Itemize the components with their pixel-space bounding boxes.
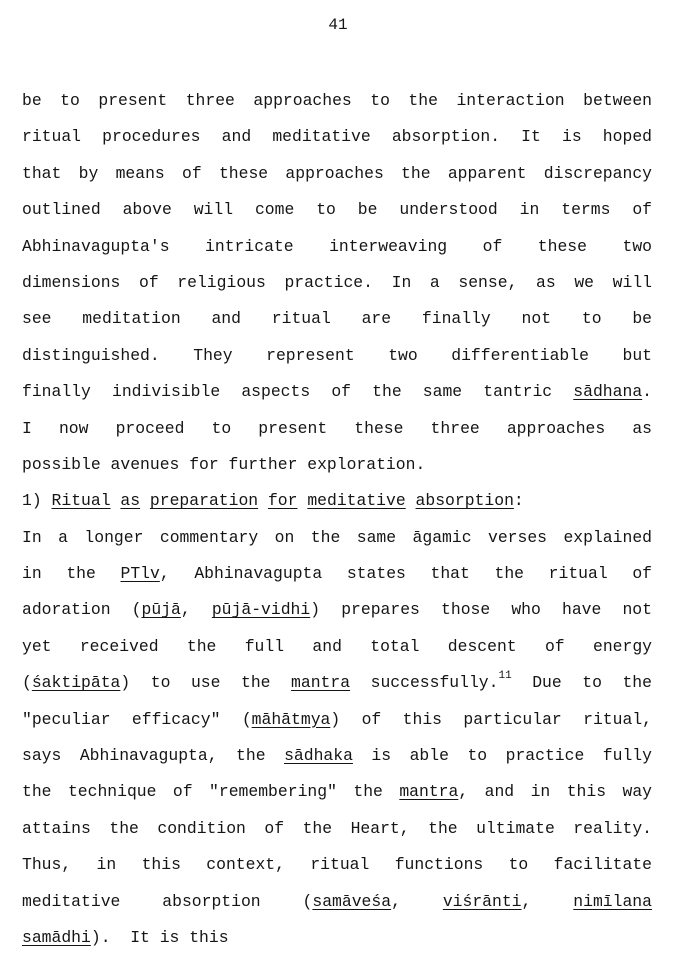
text-segment: ). It is this	[90, 927, 229, 947]
text-segment: , and in this way	[458, 782, 652, 802]
underlined-term: mantra	[399, 782, 459, 802]
text-segment	[140, 491, 150, 510]
text-segment: meditative absorption (	[22, 891, 313, 911]
text-segment: that by means of these approaches the apparent discrepancy	[22, 163, 652, 183]
underlined-term: sādhaka	[284, 746, 353, 766]
underlined-term: nimīlana	[573, 891, 652, 911]
underlined-term: mantra	[291, 673, 351, 693]
text-segment: ,	[391, 891, 443, 911]
text-line	[22, 161, 652, 197]
text-segment: ) to use the	[120, 673, 292, 693]
underlined-term: pūjā-vidhi	[211, 600, 311, 620]
text-line	[22, 779, 652, 815]
text-segment: ritual procedures and meditative absorption. It is hoped	[22, 127, 652, 147]
text-line	[22, 488, 652, 524]
text-line	[22, 852, 652, 888]
text-segment: "peculiar efficacy" (	[22, 709, 252, 729]
text-segment: 1)	[22, 491, 52, 511]
text-line	[22, 525, 652, 561]
text-segment: ) of this particular ritual,	[330, 709, 652, 729]
underlined-term: meditative	[307, 491, 406, 511]
text-segment: Abhinavagupta's intricate interweaving of these two	[22, 236, 652, 256]
text-line	[22, 597, 652, 633]
page-number: 41	[328, 16, 348, 34]
text-line	[22, 270, 652, 306]
text-line	[22, 306, 652, 342]
underlined-term: māhātmya	[251, 709, 331, 729]
text-line	[22, 670, 652, 706]
underlined-term: samāveśa	[312, 891, 392, 911]
text-segment: In a longer commentary on the same āgamic verses explained	[22, 527, 652, 547]
text-line	[22, 234, 652, 270]
text-line	[22, 416, 652, 452]
text-segment: ,	[180, 600, 212, 620]
text-segment: ) prepares those who have not	[310, 600, 652, 620]
text-segment: in the	[22, 564, 121, 584]
text-segment: ,	[521, 891, 574, 911]
text-line	[22, 379, 652, 415]
text-line	[22, 743, 652, 779]
text-line	[22, 925, 652, 961]
text-segment: see meditation and ritual are finally not to be	[22, 309, 652, 329]
text-segment: Thus, in this context, ritual functions to facilitate	[22, 855, 652, 875]
text-segment: adoration (	[22, 600, 142, 620]
text-line	[22, 88, 652, 124]
footnote-marker: 11	[498, 670, 512, 683]
underlined-term: as	[120, 491, 141, 511]
text-line	[22, 124, 652, 160]
text-segment: I now proceed to present these three approaches as	[22, 418, 652, 438]
text-line	[22, 343, 652, 379]
text-line	[22, 816, 652, 852]
text-segment: the technique of "remembering" the	[22, 782, 400, 802]
underlined-term: absorption	[415, 491, 514, 511]
text-segment	[297, 491, 307, 510]
text-segment: distinguished. They represent two differentiable but	[22, 345, 652, 365]
body-text	[22, 88, 652, 961]
text-segment	[258, 491, 268, 510]
underlined-term: śaktipāta	[31, 673, 121, 693]
text-segment: dimensions of religious practice. In a sense, as we will	[22, 272, 652, 292]
underlined-term: for	[267, 491, 298, 511]
text-line	[22, 889, 652, 925]
text-line	[22, 561, 652, 597]
text-segment: .	[642, 382, 652, 402]
text-segment: possible avenues for further exploration.	[22, 454, 426, 474]
underlined-term: samādhi	[22, 927, 91, 947]
underlined-term: viśrānti	[442, 891, 522, 911]
text-segment	[111, 491, 121, 510]
underlined-term: Ritual	[51, 491, 111, 511]
text-segment: says Abhinavagupta, the	[22, 746, 285, 766]
underlined-term: PTlv	[120, 564, 160, 584]
text-segment	[406, 491, 416, 510]
text-segment: yet received the full and total descent of energy	[22, 636, 652, 656]
text-segment: successfully.	[350, 673, 499, 693]
underlined-term: pūjā	[141, 600, 181, 620]
text-segment: attains the condition of the Heart, the ultimate reality.	[22, 818, 652, 838]
text-segment: , Abhinavagupta states that the ritual of	[159, 564, 652, 584]
text-line	[22, 197, 652, 233]
text-segment: finally indivisible aspects of the same tantric	[22, 382, 574, 402]
text-segment: be to present three approaches to the interaction between	[22, 91, 652, 110]
text-segment: outlined above will come to be understood in terms of	[22, 200, 652, 220]
text-segment: is able to practice fully	[352, 746, 652, 766]
underlined-term: preparation	[149, 491, 259, 511]
text-line	[22, 634, 652, 670]
underlined-term: sādhana	[573, 382, 643, 402]
text-segment: :	[513, 491, 524, 511]
text-segment: Due to the	[511, 673, 652, 693]
text-line	[22, 452, 652, 488]
text-line	[22, 707, 652, 743]
text-segment: (	[22, 673, 32, 693]
